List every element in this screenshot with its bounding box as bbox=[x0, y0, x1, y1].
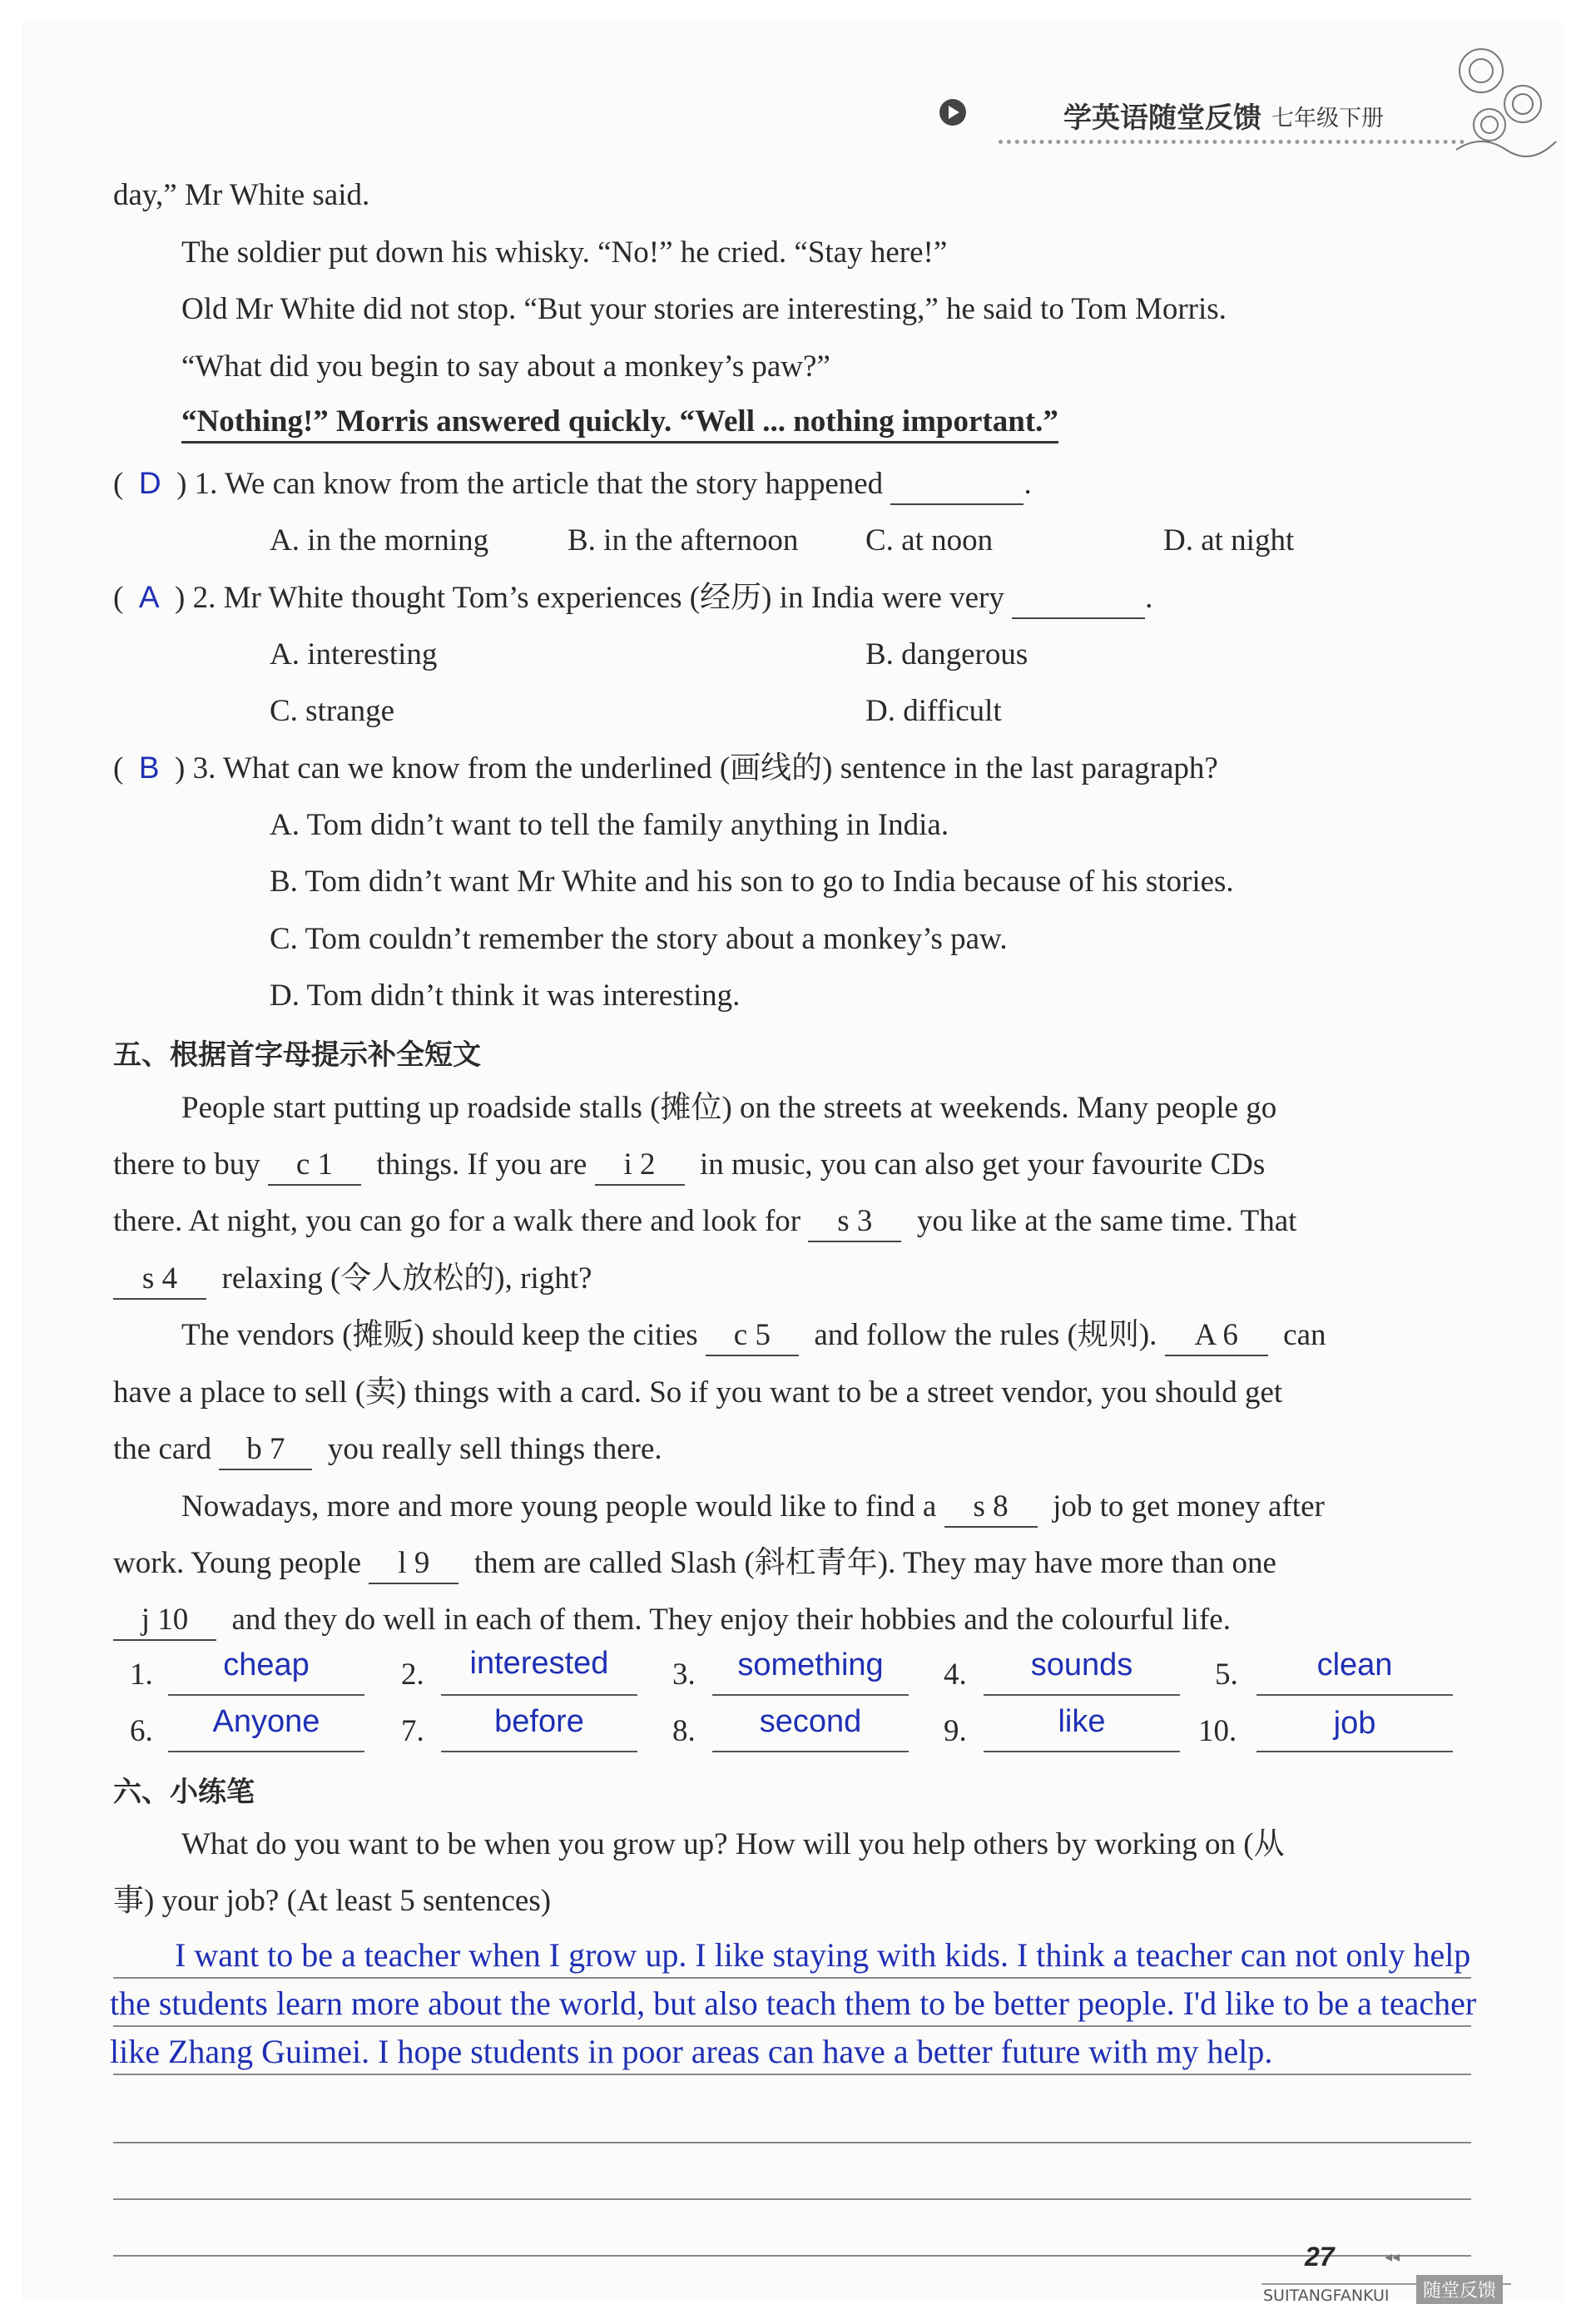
option: B. Tom didn’t want Mr White and his son to go to India because of his stories. bbox=[270, 865, 1234, 899]
brand-latin: SUITANGFANKUI bbox=[1263, 2287, 1390, 2305]
option: B. in the afternoon bbox=[567, 523, 799, 557]
essay-line: I want to be a teacher when I grow up. I like staying with kids. I think a teacher can not only help bbox=[175, 1936, 1471, 1974]
question-1: ( D ) 1. We can know from the article that the story happened . bbox=[113, 464, 1032, 505]
answer-number: 7. bbox=[401, 1714, 424, 1748]
answer-number: 5. bbox=[1215, 1658, 1238, 1692]
passage-text: you like at the same time. That bbox=[916, 1204, 1297, 1238]
writing-line bbox=[113, 1977, 1471, 1979]
answer-word: before bbox=[494, 1704, 584, 1739]
blank-6: A 6 bbox=[1165, 1316, 1268, 1356]
section-heading: 六、小练笔 bbox=[113, 1776, 255, 1809]
play-icon bbox=[939, 98, 967, 126]
option: C. strange bbox=[270, 694, 395, 728]
option: A. Tom didn’t want to tell the family anything in India. bbox=[270, 808, 949, 842]
passage-text: job to get money after bbox=[1053, 1489, 1325, 1524]
passage-text: the card bbox=[113, 1432, 212, 1466]
passage-text: and follow the rules (规则). bbox=[814, 1318, 1157, 1352]
essay-line: like Zhang Guimei. I hope students in poor areas can have a better future with my help. bbox=[110, 2033, 1273, 2070]
answer-word: like bbox=[1058, 1704, 1106, 1739]
writing-line bbox=[113, 2142, 1471, 2143]
blank-9: l 9 bbox=[369, 1544, 458, 1584]
answer-word: job bbox=[1333, 1706, 1376, 1741]
writing-line bbox=[113, 2198, 1471, 2200]
passage-line: People start putting up roadside stalls (摊位) on the streets at weekends. Many people go bbox=[181, 1091, 1277, 1125]
passage-text: there to buy bbox=[113, 1147, 260, 1182]
brand-badge: 随堂反馈 bbox=[1416, 2275, 1503, 2304]
arrow-left-icon: ◂◂ bbox=[1385, 2248, 1400, 2266]
answer-number: 6. bbox=[130, 1714, 153, 1748]
blank-1: c 1 bbox=[268, 1146, 361, 1186]
passage-text: things. If you are bbox=[376, 1147, 587, 1182]
passage-text: can bbox=[1283, 1318, 1326, 1352]
answer-word: sounds bbox=[1030, 1648, 1133, 1682]
passage-line: have a place to sell (卖) things with a card. So if you want to be a street vendor, you should get bbox=[113, 1375, 1283, 1410]
prompt-line: What do you want to be when you grow up? How will you help others by working on (从 bbox=[181, 1827, 1285, 1861]
answer-number: 4. bbox=[944, 1658, 967, 1692]
answer-word: something bbox=[737, 1648, 884, 1682]
passage-line bbox=[113, 1601, 1231, 1641]
header-title: 学英语随堂反馈 bbox=[1063, 102, 1261, 135]
passage-line bbox=[113, 1544, 1276, 1584]
passage-text: there. At night, you can go for a walk there and look for bbox=[113, 1204, 801, 1238]
writing-line bbox=[113, 2074, 1471, 2075]
writing-line bbox=[113, 2255, 1471, 2257]
answer-number: 10. bbox=[1198, 1714, 1237, 1748]
option: B. dangerous bbox=[865, 637, 1028, 671]
writing-line bbox=[113, 2025, 1471, 2027]
passage-text: you really sell things there. bbox=[327, 1432, 662, 1466]
answer-blank bbox=[1012, 579, 1145, 619]
answer-letter: B bbox=[138, 751, 160, 785]
answer-number: 8. bbox=[672, 1714, 696, 1748]
answer-letter: A bbox=[138, 580, 160, 614]
option: D. at night bbox=[1163, 523, 1295, 557]
question-3: ( B ) 3. What can we know from the underlined (画线的) sentence in the last paragraph? bbox=[113, 751, 1218, 785]
option: A. in the morning bbox=[270, 523, 489, 557]
passage-line bbox=[113, 1146, 1265, 1186]
answer-number: 1. bbox=[130, 1658, 153, 1692]
answer-word: second bbox=[759, 1704, 862, 1739]
option: D. Tom didn’t think it was interesting. bbox=[270, 979, 741, 1013]
blank-7: b 7 bbox=[219, 1430, 312, 1470]
answer-letter: D bbox=[138, 466, 161, 500]
option: D. difficult bbox=[865, 694, 1002, 728]
blank-3: s 3 bbox=[808, 1202, 901, 1242]
section-heading: 五、根据首字母提示补全短文 bbox=[113, 1038, 481, 1072]
passage-text: work. Young people bbox=[113, 1546, 362, 1580]
passage-text: relaxing (令人放松的), right? bbox=[221, 1261, 592, 1296]
story-line: Old Mr White did not stop. “But your stories are interesting,” he said to Tom Morris. bbox=[181, 292, 1227, 326]
option: C. Tom couldn’t remember the story about a monkey’s paw. bbox=[270, 922, 1008, 956]
prompt-line: 事) your job? (At least 5 sentences) bbox=[113, 1884, 552, 1918]
passage-text: them are called Slash (斜杠青年). They may have more than one bbox=[473, 1546, 1276, 1580]
passage-text: The vendors (摊贩) should keep the cities bbox=[181, 1318, 698, 1352]
flower-ornament-icon bbox=[1440, 33, 1564, 183]
story-line: day,” Mr White said. bbox=[113, 178, 370, 212]
answer-blank bbox=[890, 465, 1023, 505]
passage-text: and they do well in each of them. They enjoy their hobbies and the colourful life. bbox=[231, 1603, 1231, 1637]
question-text: 2. Mr White thought Tom’s experiences (经历) in India were very bbox=[192, 581, 1004, 615]
underlined-sentence: “Nothing!” Morris answered quickly. “Well ... nothing important.” bbox=[181, 403, 1058, 443]
question-end: . bbox=[1023, 467, 1032, 501]
header-divider bbox=[999, 140, 1465, 144]
question-end: . bbox=[1145, 581, 1153, 615]
blank-10: j 10 bbox=[113, 1601, 216, 1641]
answer-word: cheap bbox=[223, 1648, 310, 1682]
passage-line bbox=[113, 1260, 592, 1300]
story-line: The soldier put down his whisky. “No!” he cried. “Stay here!” bbox=[181, 235, 948, 270]
question-text: 1. We can know from the article that the story happened bbox=[194, 467, 884, 501]
passage-line bbox=[113, 1430, 662, 1470]
passage-line bbox=[181, 1316, 1326, 1356]
header-subtitle: 七年级下册 bbox=[1271, 106, 1384, 131]
essay-line: the students learn more about the world, but also teach them to be better people. I'd like to be a teacher bbox=[110, 1985, 1477, 2022]
blank-5: c 5 bbox=[706, 1316, 799, 1356]
option: A. interesting bbox=[270, 637, 438, 671]
passage-text: in music, you can also get your favourite CDs bbox=[700, 1147, 1266, 1182]
question-2: ( A ) 2. Mr White thought Tom’s experiences (经历) in India were very . bbox=[113, 578, 1152, 619]
blank-2: i 2 bbox=[595, 1146, 685, 1186]
option: C. at noon bbox=[865, 523, 994, 557]
answer-word: Anyone bbox=[212, 1704, 320, 1739]
answer-number: 2. bbox=[401, 1658, 424, 1692]
story-line: “What did you begin to say about a monkey’s paw?” bbox=[181, 349, 830, 384]
page-number: 27 bbox=[1305, 2242, 1335, 2272]
blank-4: s 4 bbox=[113, 1260, 206, 1300]
answer-word: clean bbox=[1316, 1648, 1393, 1682]
answer-word: interested bbox=[469, 1646, 609, 1681]
passage-text: Nowadays, more and more young people would like to find a bbox=[181, 1489, 937, 1524]
blank-8: s 8 bbox=[944, 1488, 1038, 1528]
passage-line bbox=[113, 1202, 1296, 1242]
answer-number: 9. bbox=[944, 1714, 967, 1748]
question-text: 3. What can we know from the underlined (画线的) sentence in the last paragraph? bbox=[192, 751, 1218, 785]
passage-line bbox=[181, 1488, 1325, 1528]
answer-number: 3. bbox=[672, 1658, 696, 1692]
